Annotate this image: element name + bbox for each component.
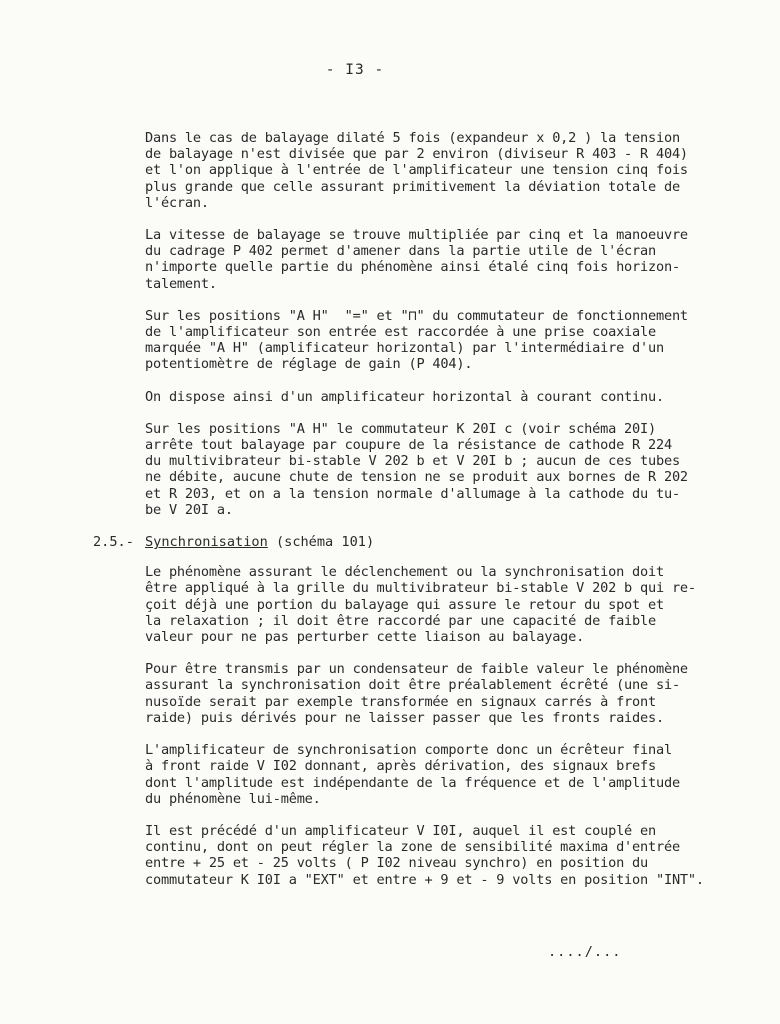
paragraph-dc-amplifier: On dispose ainsi d'un amplificateur horizontal à courant continu. <box>145 388 664 405</box>
paragraph-sweep-speed: La vitesse de balayage se trouve multipliée par cinq et la manoeuvre du cadrage P 402 permet d'amener dans la partie utile de l'écran n'importe quelle partie du phénomène ainsi étalé cinq fois horizon- talement. <box>145 227 688 292</box>
section-reference: (schéma 101) <box>267 534 375 551</box>
paragraph-clipping: Pour être transmis par un condensateur de faible valeur le phénomène assurant la synchronisation doit être préalablement écrêté (une si- nusoïde serait par exemple transformée en signaux carrés à front raide) puis dérivés pour ne laisser passer que les fronts raides. <box>145 661 688 726</box>
paragraph-trigger: Le phénomène assurant le déclenchement ou la synchronisation doit être appliqué à la grille du multivibrateur bi-stable V 202 b qui re- çoit déjà une portion du balayage qui assure le retour du spot et la relaxation ; il doit être raccordé par une capacité de faible valeur pour ne pas perturber cette liaison au balayage. <box>145 564 696 646</box>
section-number: 2.5.- <box>93 534 134 551</box>
paragraph-expander: Dans le cas de balayage dilaté 5 fois (expandeur x 0,2 ) la tension de balayage n'est divisée que par 2 environ (diviseur R 403 - R 404) et l'on applique à l'entrée de l'amplificateur une tension cinq fois plus grande que celle assurant primitivement la déviation totale de l'écran. <box>145 130 688 211</box>
paragraph-sync-amplifier: L'amplificateur de synchronisation comporte donc un écrêteur final à front raide V I02 donnant, après dérivation, des signaux brefs dont l'amplitude est indépendante de la fréquence et de l'amplitude du phénomène lui-même. <box>145 742 680 807</box>
page-number: - I3 - <box>325 62 385 78</box>
section-heading <box>93 534 745 551</box>
paragraph-k201c: Sur les positions "A H" le commutateur K 20I c (voir schéma 20I) arrête tout balayage par coupure de la résistance de cathode R 224 du multivibrateur bi-stable V 202 b et V 20I b ; aucun de ces tubes ne débite, aucune chute de tension ne se produit aux bornes de R 202 et R 203, et on a la tension normale d'allumage à la cathode du tu- be V 20I a. <box>145 420 688 518</box>
paragraph-ah-positions: Sur les positions "A H" "=" et "⊓" du commutateur de fonctionnement de l'amplificateur son entrée est raccordée à une prise coaxiale marquée "A H" (amplificateur horizontal) par l'intermédiaire d'un potentiomètre de réglage de gain (P 404). <box>145 307 688 373</box>
document-body <box>93 130 745 904</box>
paragraph-v101: Il est précédé d'un amplificateur V I0I, auquel il est couplé en continu, dont on peut régler la zone de sensibilité maxima d'entrée entre + 25 et - 25 volts ( P I02 niveau synchro) en position du commutateur K I0I a "EXT" et entre + 9 et - 9 volts en position "INT". <box>145 822 704 888</box>
section-title: Synchronisation <box>145 534 268 551</box>
continuation-mark: ..../... <box>548 944 622 960</box>
